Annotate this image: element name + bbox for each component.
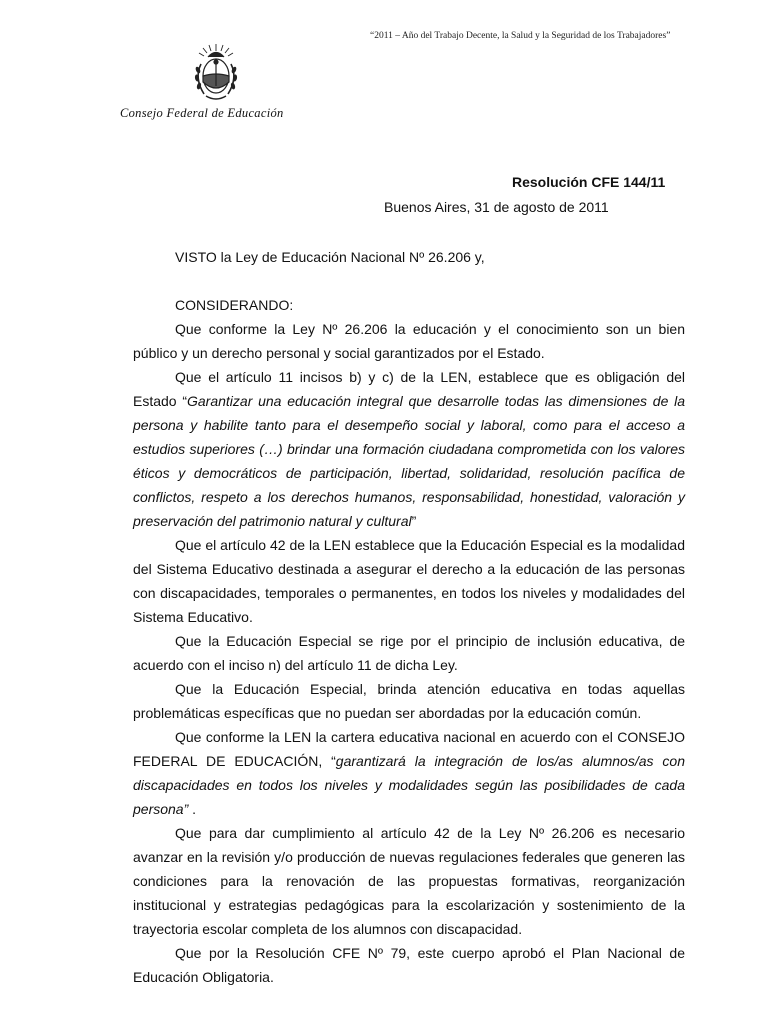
- paragraph-2-tail: ”: [411, 513, 417, 529]
- considerando-heading: CONSIDERANDO:: [175, 297, 294, 313]
- paragraph-2: [133, 365, 685, 533]
- paragraph-3: Que el artículo 42 de la LEN establece que la Educación Especial es la modalidad del Sistema Educativo destinada a asegurar el derecho a la educación de las personas con discapacidades, temporales o permanentes, en todos los niveles y modalidades del Sistema Educativo.: [133, 537, 685, 625]
- header-motto: “2011 – Año del Trabajo Decente, la Salud y la Seguridad de los Trabajadores”: [370, 31, 671, 41]
- paragraph-6-quote: garantizará la integración de los/as alumnos/as con discapacidades en todos los niveles y modalidades según las posibilidades de cada persona”: [133, 753, 685, 817]
- visto-clause: VISTO la Ley de Educación Nacional Nº 26.206 y,: [175, 249, 485, 265]
- paragraph-6: [133, 725, 685, 821]
- paragraph-1: Que conforme la Ley Nº 26.206 la educación y el conocimiento son un bien público y un derecho personal y social garantizados por el Estado.: [133, 321, 685, 361]
- paragraph-6-lead: Que conforme la LEN la cartera educativa nacional en acuerdo con el CONSEJO FEDERAL DE EDUCACIÓN, “: [133, 729, 685, 769]
- resolution-number: Resolución CFE 144/11: [512, 174, 666, 190]
- council-name: Consejo Federal de Educación: [120, 106, 284, 120]
- place-and-date: Buenos Aires, 31 de agosto de 2011: [384, 199, 609, 215]
- paragraph-8: Que por la Resolución CFE Nº 79, este cuerpo aprobó el Plan Nacional de Educación Obligatoria.: [133, 945, 685, 985]
- paragraph-2-quote: Garantizar una educación integral que desarrolle todas las dimensiones de la persona y habilite tanto para el desempeño social y laboral, como para el acceso a estudios superiores (…) brindar una formación ciudadana comprometida con los valores éticos y democráticos de participación, libertad, solidaridad, resolución pacífica de conflictos, respeto a los derechos humanos, responsabilidad, honestidad, valoración y preservación del patrimonio natural y cultural: [133, 393, 685, 529]
- coat-of-arms-icon: [192, 42, 240, 104]
- paragraph-7: Que para dar cumplimiento al artículo 42 de la Ley Nº 26.206 es necesario avanzar en la revisión y/o producción de nuevas regulaciones federales que generen las condiciones para la renovación de las propuestas formativas, reorganización institucional y estrategias pedagógicas para la escolarización y sostenimiento de la trayectoria escolar completa de los alumnos con discapacidad.: [133, 825, 685, 937]
- paragraph-2-lead: Que el artículo 11 incisos b) y c) de la LEN, establece que es obligación del Estado “: [133, 369, 685, 409]
- paragraph-6-tail: .: [188, 801, 197, 817]
- paragraph-4: Que la Educación Especial se rige por el principio de inclusión educativa, de acuerdo con el inciso n) del artículo 11 de dicha Ley.: [133, 633, 685, 673]
- paragraph-5: Que la Educación Especial, brinda atención educativa en todas aquellas problemáticas específicas que no puedan ser abordadas por la educación común.: [133, 681, 685, 721]
- document-body: [133, 245, 685, 989]
